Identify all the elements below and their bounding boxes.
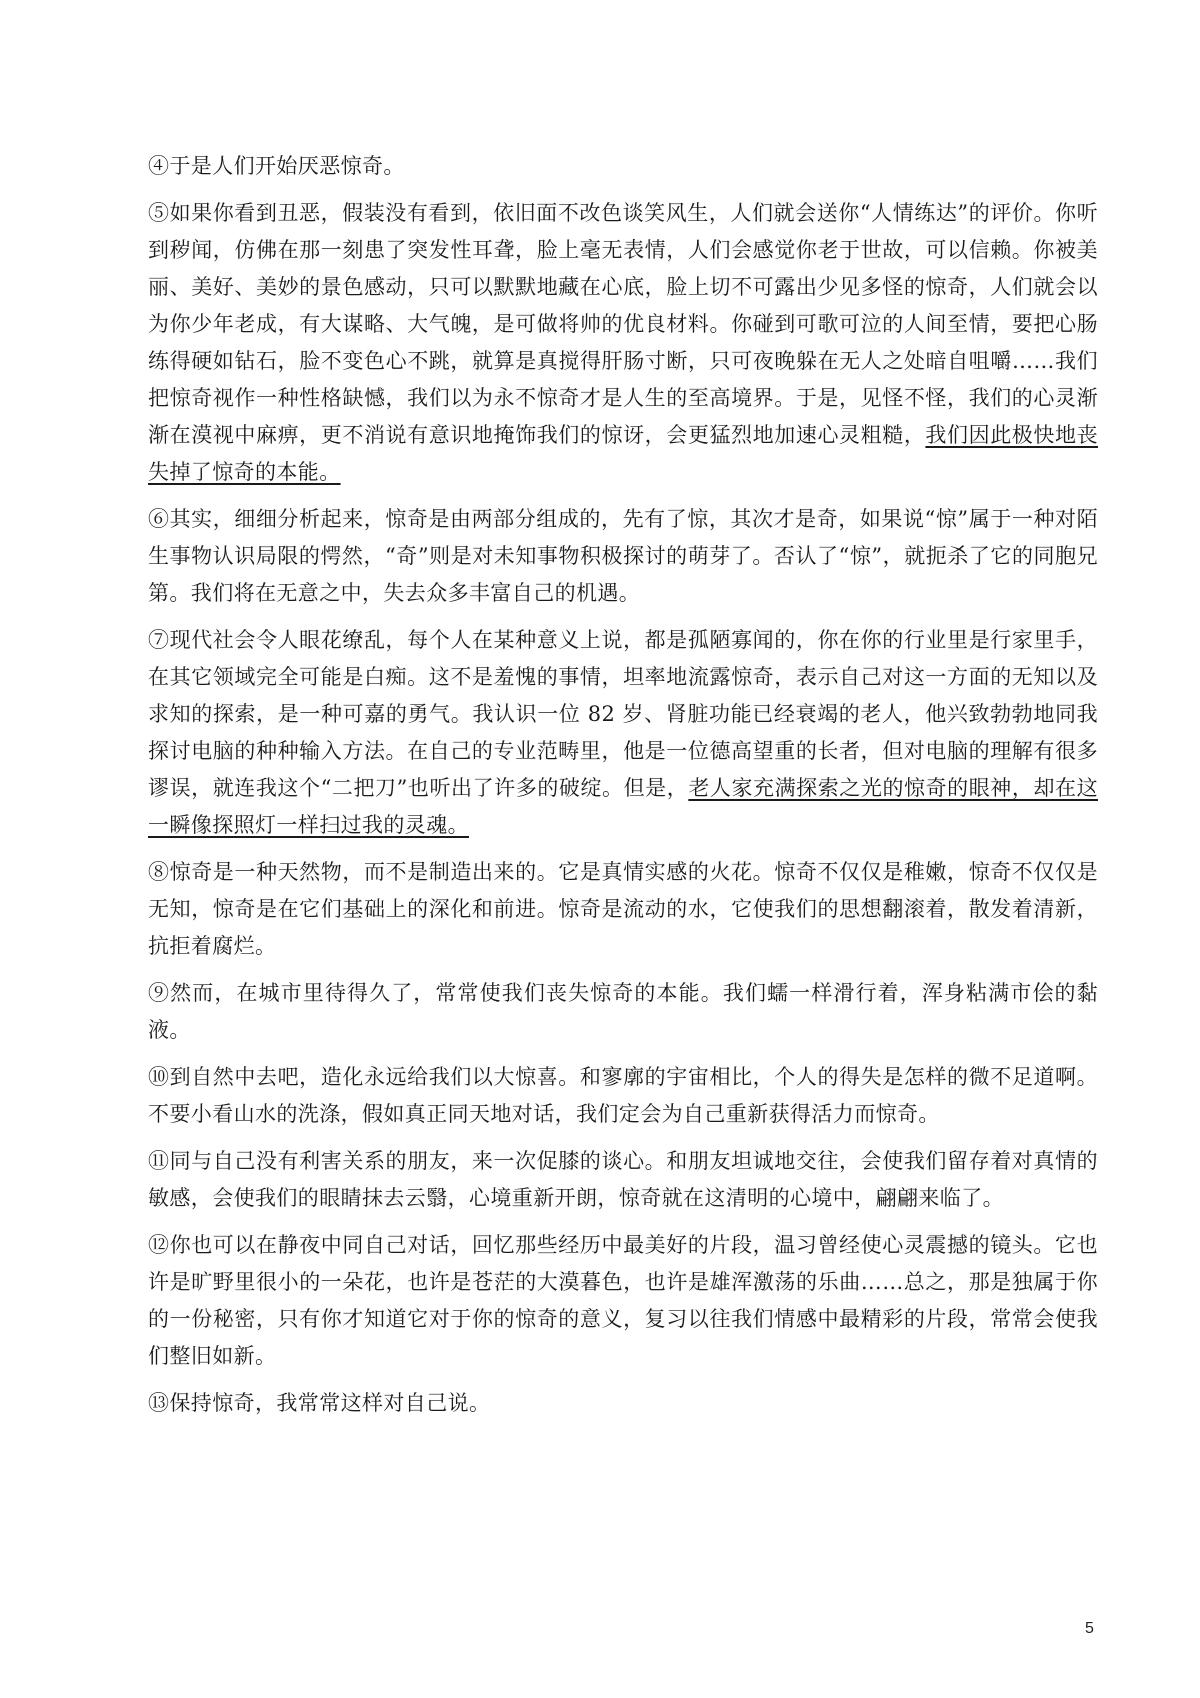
paragraph-6-text: ⑥其实，细细分析起来，惊奇是由两部分组成的，先有了惊，其次才是奇，如果说“惊”属于一种对陌生事物认识局限的愕然，“奇”则是对未知事物积极探讨的萌芽了。否认了“惊”，就扼杀了它的同胞兄第。我们将在无意之中，失去众多丰富自己的机遇。 xyxy=(148,507,1098,605)
paragraph-8 xyxy=(148,854,1098,965)
paragraph-7-underlined-sentence: 老人家充满探索之光的惊奇的眼神，却在这一瞬像探照灯一样扫过我的灵魂。 xyxy=(148,776,1098,837)
document-body xyxy=(148,148,1098,1432)
paragraph-8-text: ⑧惊奇是一种天然物，而不是制造出来的。它是真情实感的火花。惊奇不仅仅是稚嫩，惊奇不仅仅是无知，惊奇是在它们基础上的深化和前进。惊奇是流动的水，它使我们的思想翻滚着，散发着清新，抗拒着腐烂。 xyxy=(148,860,1098,958)
paragraph-11-text: ⑪同与自己没有利害关系的朋友，来一次促膝的谈心。和朋友坦诚地交往，会使我们留存着对真情的敏感，会使我们的眼睛抹去云翳，心境重新开朗，惊奇就在这清明的心境中，翩翩来临了。 xyxy=(148,1149,1098,1210)
paragraph-6 xyxy=(148,501,1098,612)
paragraph-9-text: ⑨然而，在城市里待得久了，常常使我们丧失惊奇的本能。我们蠕一样滑行着，浑身粘满市侩的黏液。 xyxy=(148,981,1098,1042)
paragraph-5-text: ⑤如果你看到丑恶，假装没有看到，依旧面不改色谈笑风生，人们就会送你“人情练达”的评价。你听到秽闻，仿佛在那一刻患了突发性耳聋，脸上毫无表情，人们会感觉你老于世故，可以信赖。你被美丽、美好、美妙的景色感动，只可以默默地藏在心底，脸上切不可露出少见多怪的惊奇，人们就会以为你少年老成，有大谋略、大气魄，是可做将帅的优良材料。你碰到可歌可泣的人间至情，要把心肠练得硬如钻石，脸不变色心不跳，就算是真搅得肝肠寸断，只可夜晚躲在无人之处暗自咀嚼……我们把惊奇视作一种性格缺憾，我们以为永不惊奇才是人生的至高境界。于是，见怪不怪，我们的心灵渐渐在漠视中麻痹，更不消说有意识地掩饰我们的惊讶，会更猛烈地加速心灵粗糙， xyxy=(148,201,1098,447)
page-number: 5 xyxy=(1085,1620,1094,1637)
paragraph-5-underlined-sentence: 我们因此极快地丧失掉了惊奇的本能。 xyxy=(148,423,1098,484)
paragraph-4-text: ④于是人们开始厌恶惊奇。 xyxy=(148,154,405,178)
paragraph-10-text: ⑩到自然中去吧，造化永远给我们以大惊喜。和寥廓的宇宙相比，个人的得失是怎样的微不足道啊。不要小看山水的洗涤，假如真正同天地对话，我们定会为自己重新获得活力而惊奇。 xyxy=(148,1065,1098,1126)
paragraph-13-text: ⑬保持惊奇，我常常这样对自己说。 xyxy=(148,1391,491,1415)
paragraph-7-text: ⑦现代社会令人眼花缭乱，每个人在某种意义上说，都是孤陋寡闻的，你在你的行业里是行家里手，在其它领域完全可能是白痴。这不是羞愧的事情，坦率地流露惊奇，表示自己对这一方面的无知以及求知的探索，是一种可嘉的勇气。我认识一位 82 岁、肾脏功能已经衰竭的老人，他兴致勃勃地同我探讨电脑的种种输入方法。在自己的专业范畴里，他是一位德高望重的长者，但对电脑的理解有很多谬误，就连我这个“二把刀”也听出了许多的破绽。但是， xyxy=(148,628,1098,800)
paragraph-12-text: ⑫你也可以在静夜中同自己对话，回忆那些经历中最美好的片段，温习曾经使心灵震撼的镜头。它也许是旷野里很小的一朵花，也许是苍茫的大漠暮色，也许是雄浑激荡的乐曲……总之，那是独属于你的一份秘密，只有你才知道它对于你的惊奇的意义，复习以往我们情感中最精彩的片段，常常会使我们整旧如新。 xyxy=(148,1233,1098,1368)
paragraph-9 xyxy=(148,975,1098,1049)
paragraph-4 xyxy=(148,148,1098,185)
paragraph-11 xyxy=(148,1143,1098,1217)
paragraph-12 xyxy=(148,1227,1098,1375)
paragraph-10 xyxy=(148,1059,1098,1133)
paragraph-7 xyxy=(148,622,1098,844)
paragraph-5 xyxy=(148,195,1098,491)
paragraph-13 xyxy=(148,1385,1098,1422)
